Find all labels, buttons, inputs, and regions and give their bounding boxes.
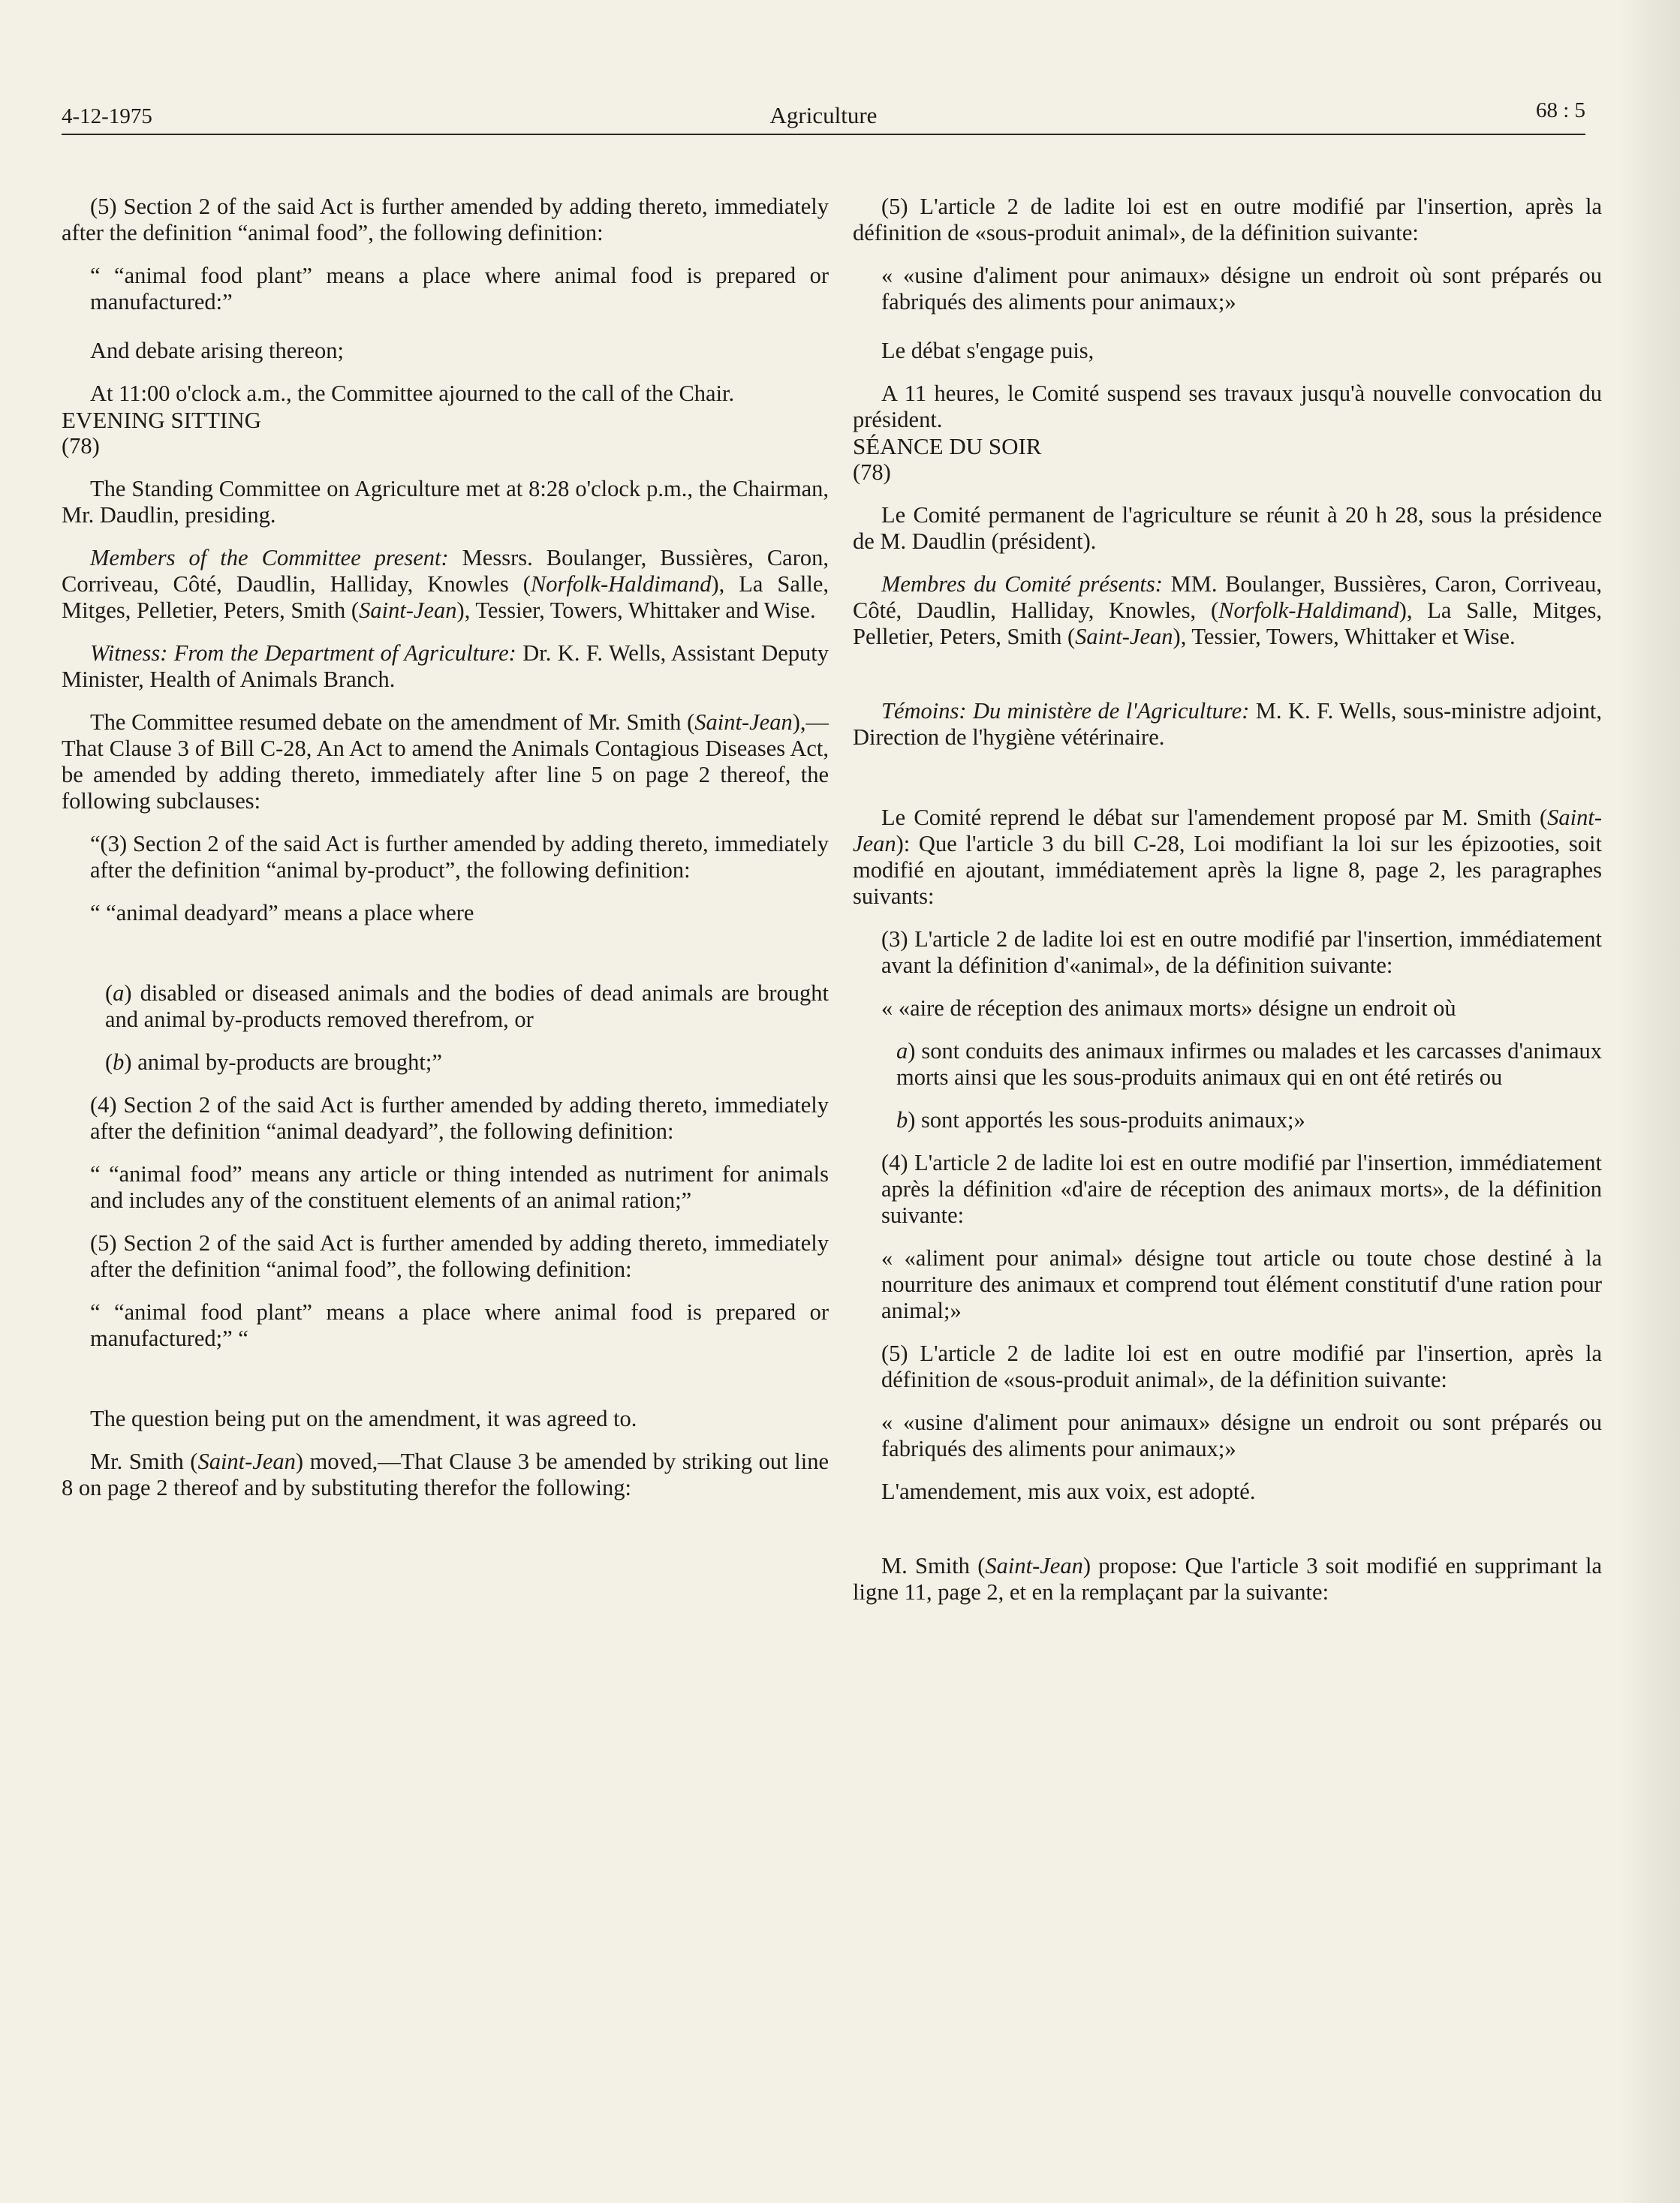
text-run: ), Tessier, Towers, Whittaker et Wise. (1173, 624, 1516, 649)
paragraph (62, 1449, 829, 1501)
witness (62, 640, 829, 693)
definition-item-a: (a) disabled or diseased animals and the bodies of dead animals are brought and animal by-products removed therefrom, or (105, 980, 829, 1032)
text-run: Mr. Smith ( (90, 1449, 198, 1474)
definition-quote: “ “animal food plant” means a place where animal food is prepared or manufactured;” “ (90, 1299, 829, 1351)
paragraph: The question being put on the amendment, it was agreed to. (90, 1406, 637, 1431)
witness-label: Witness: From the Department of Agriculture: (90, 640, 516, 666)
text-run: ),—That Clause 3 of Bill C-28, An Act to amend the Animals Contagious Diseases Act, be amended by adding thereto, immediately after line 5 on page 2 thereof, the following subclauses: (62, 709, 829, 814)
definition-quote: « «usine d'aliment pour animaux» désigne un endroit où sont préparés ou fabriqués des aliments pour animaux;» (881, 263, 1602, 314)
section-heading: SÉANCE DU SOIR (853, 433, 1042, 459)
witness (853, 698, 1602, 751)
subclause: (4) L'article 2 de ladite loi est en outre modifié par l'insertion, immédiatement après la définition «d'aire de réception des animaux morts», de la définition suivante: (881, 1150, 1602, 1228)
definition-quote: « «aire de réception des animaux morts» désigne un endroit où (881, 995, 1456, 1021)
text-run: ) disabled or diseased animals and the bodies of dead animals are brought and animal by-products removed therefrom, or (105, 980, 829, 1032)
english-column (62, 194, 829, 1501)
paragraph: (5) L'article 2 de ladite loi est en outre modifié par l'insertion, après la définition de «sous-produit animal», de la définition suivante: (853, 194, 1602, 245)
paragraph: The Standing Committee on Agriculture met at 8:28 o'clock p.m., the Chairman, Mr. Daudlin, presiding. (62, 476, 829, 528)
text-run: ), La Salle, Mitges, Pelletier, Peters, Smith ( (62, 571, 829, 623)
page-edge-shadow (1620, 0, 1680, 2203)
text-run: ): Que l'article 3 du bill C-28, Loi modifiant la loi sur les épizooties, soit modifié en ajoutant, immédiatement après la ligne 8, page 2, les paragraphes suivants: (853, 831, 1602, 909)
text-run: Dr. K. F. Wells, Assistant Deputy Minister, Health of Animals Branch. (62, 640, 829, 692)
members-present (62, 545, 829, 624)
riding-name: Norfolk-Haldimand (530, 571, 712, 597)
riding-name: Norfolk-Haldimand (1218, 597, 1399, 623)
subclause: (4) Section 2 of the said Act is further amended by adding thereto, immediately after the definition “animal deadyard”, the following definition: (90, 1092, 829, 1144)
riding-name: Saint-Jean (1075, 624, 1173, 649)
text-run: M. K. F. Wells, sous-ministre adjoint, Direction de l'hygiène vétérinaire. (853, 698, 1602, 750)
text-run: M. Smith ( (881, 1553, 986, 1579)
paragraph: (5) Section 2 of the said Act is further amended by adding thereto, immediately after the definition “animal food”, the following definition: (62, 194, 829, 245)
members-present (853, 571, 1602, 650)
item-letter: a (113, 980, 125, 1006)
definition-quote: “ “animal food” means any article or thing intended as nutriment for animals and includes any of the constituent elements of an animal ration;” (90, 1161, 829, 1213)
paragraph: L'amendement, mis aux voix, est adopté. (881, 1479, 1256, 1504)
riding-name: Saint-Jean (359, 597, 457, 623)
text-run: Le Comité reprend le débat sur l'amendement proposé par M. Smith ( (881, 805, 1548, 830)
members-label: Membres du Comité présents: (881, 571, 1163, 597)
paragraph: At 11:00 o'clock a.m., the Committee ajourned to the call of the Chair. (90, 381, 735, 406)
item-letter: b (896, 1107, 908, 1133)
paragraph: And debate arising thereon; (90, 338, 344, 363)
witness-label: Témoins: Du ministère de l'Agriculture: (881, 698, 1250, 724)
text-run: ), La Salle, Mitges, Pelletier, Peters, Smith ( (853, 597, 1602, 649)
definition-quote: “ “animal food plant” means a place where animal food is prepared or manufactured:” (90, 263, 829, 314)
text-run: ) sont conduits des animaux infirmes ou malades et les carcasses d'animaux morts ainsi que les sous-produits animaux qui en ont été retirés ou (896, 1038, 1602, 1090)
item-letter: a (896, 1038, 908, 1064)
text-run: ) animal by-products are brought;” (124, 1049, 442, 1075)
section-heading: EVENING SITTING (62, 407, 262, 433)
paragraph: Le débat s'engage puis, (881, 338, 1094, 363)
text-run: The Committee resumed debate on the amendment of Mr. Smith ( (90, 709, 695, 735)
item-letter: b (113, 1049, 125, 1075)
text-run: Messrs. Boulanger, Bussières, Caron, Corriveau, Côté, Daudlin, Halliday, Knowles ( (62, 545, 829, 597)
header-page-number: 68 : 5 (1535, 98, 1585, 122)
paragraph (853, 805, 1602, 910)
text-run: ) sont apportés les sous-produits animaux;» (908, 1107, 1305, 1133)
sitting-number: (78) (62, 433, 100, 459)
sitting-number: (78) (853, 459, 891, 485)
subclause: “(3) Section 2 of the said Act is further amended by adding thereto, immediately after the definition “animal by-product”, the following definition: (90, 831, 829, 883)
definition-quote: “ “animal deadyard” means a place where (90, 900, 474, 925)
paragraph (853, 1553, 1602, 1606)
paragraph: Le Comité permanent de l'agriculture se réunit à 20 h 28, sous la présidence de M. Daudlin (président). (853, 502, 1602, 554)
page-header (62, 89, 1585, 135)
subclause: (3) L'article 2 de ladite loi est en outre modifié par l'insertion, immédiatement avant la définition d'«animal», de la définition suivante: (881, 926, 1602, 978)
members-label: Members of the Committee present: (90, 545, 449, 570)
riding-name: Saint-Jean (694, 709, 793, 735)
definition-quote: « «usine d'aliment pour animaux» désigne un endroit ou sont préparés ou fabriqués des aliments pour animaux;» (881, 1410, 1602, 1461)
definition-item-b (853, 1107, 1602, 1133)
text-run: ), Tessier, Towers, Whittaker and Wise. (456, 597, 816, 623)
riding-name: Saint-Jean (197, 1449, 296, 1474)
text-run: MM. Boulanger, Bussières, Caron, Corriveau, Côté, Daudlin, Halliday, Knowles, ( (853, 571, 1602, 623)
paragraph (62, 709, 829, 814)
text-run: ) propose: Que l'article 3 soit modifié en supprimant la ligne 11, page 2, et en la remplaçant par la suivante: (853, 1553, 1602, 1605)
definition-item-b: (b) animal by-products are brought;” (105, 1049, 442, 1075)
paragraph: A 11 heures, le Comité suspend ses travaux jusqu'à nouvelle convocation du président. (853, 381, 1602, 432)
subclause: (5) Section 2 of the said Act is further amended by adding thereto, immediately after the definition “animal food”, the following definition: (90, 1230, 829, 1282)
subclause: (5) L'article 2 de ladite loi est en outre modifié par l'insertion, après la définition de «sous-produit animal», de la définition suivante: (881, 1341, 1602, 1392)
french-column (853, 194, 1602, 1606)
riding-name: Saint-Jean (985, 1553, 1083, 1579)
text-run: ) moved,—That Clause 3 be amended by striking out line 8 on page 2 thereof and by substituting therefor the following: (62, 1449, 829, 1500)
definition-quote: « «aliment pour animal» désigne tout article ou toute chose destiné à la nourriture des animaux et comprend tout élément constitutif d'une ration pour animal;» (881, 1245, 1602, 1323)
riding-name: Saint-Jean (853, 805, 1602, 856)
header-title: Agriculture (769, 102, 878, 128)
definition-item-a (853, 1038, 1602, 1091)
header-date: 4-12-1975 (62, 104, 152, 128)
